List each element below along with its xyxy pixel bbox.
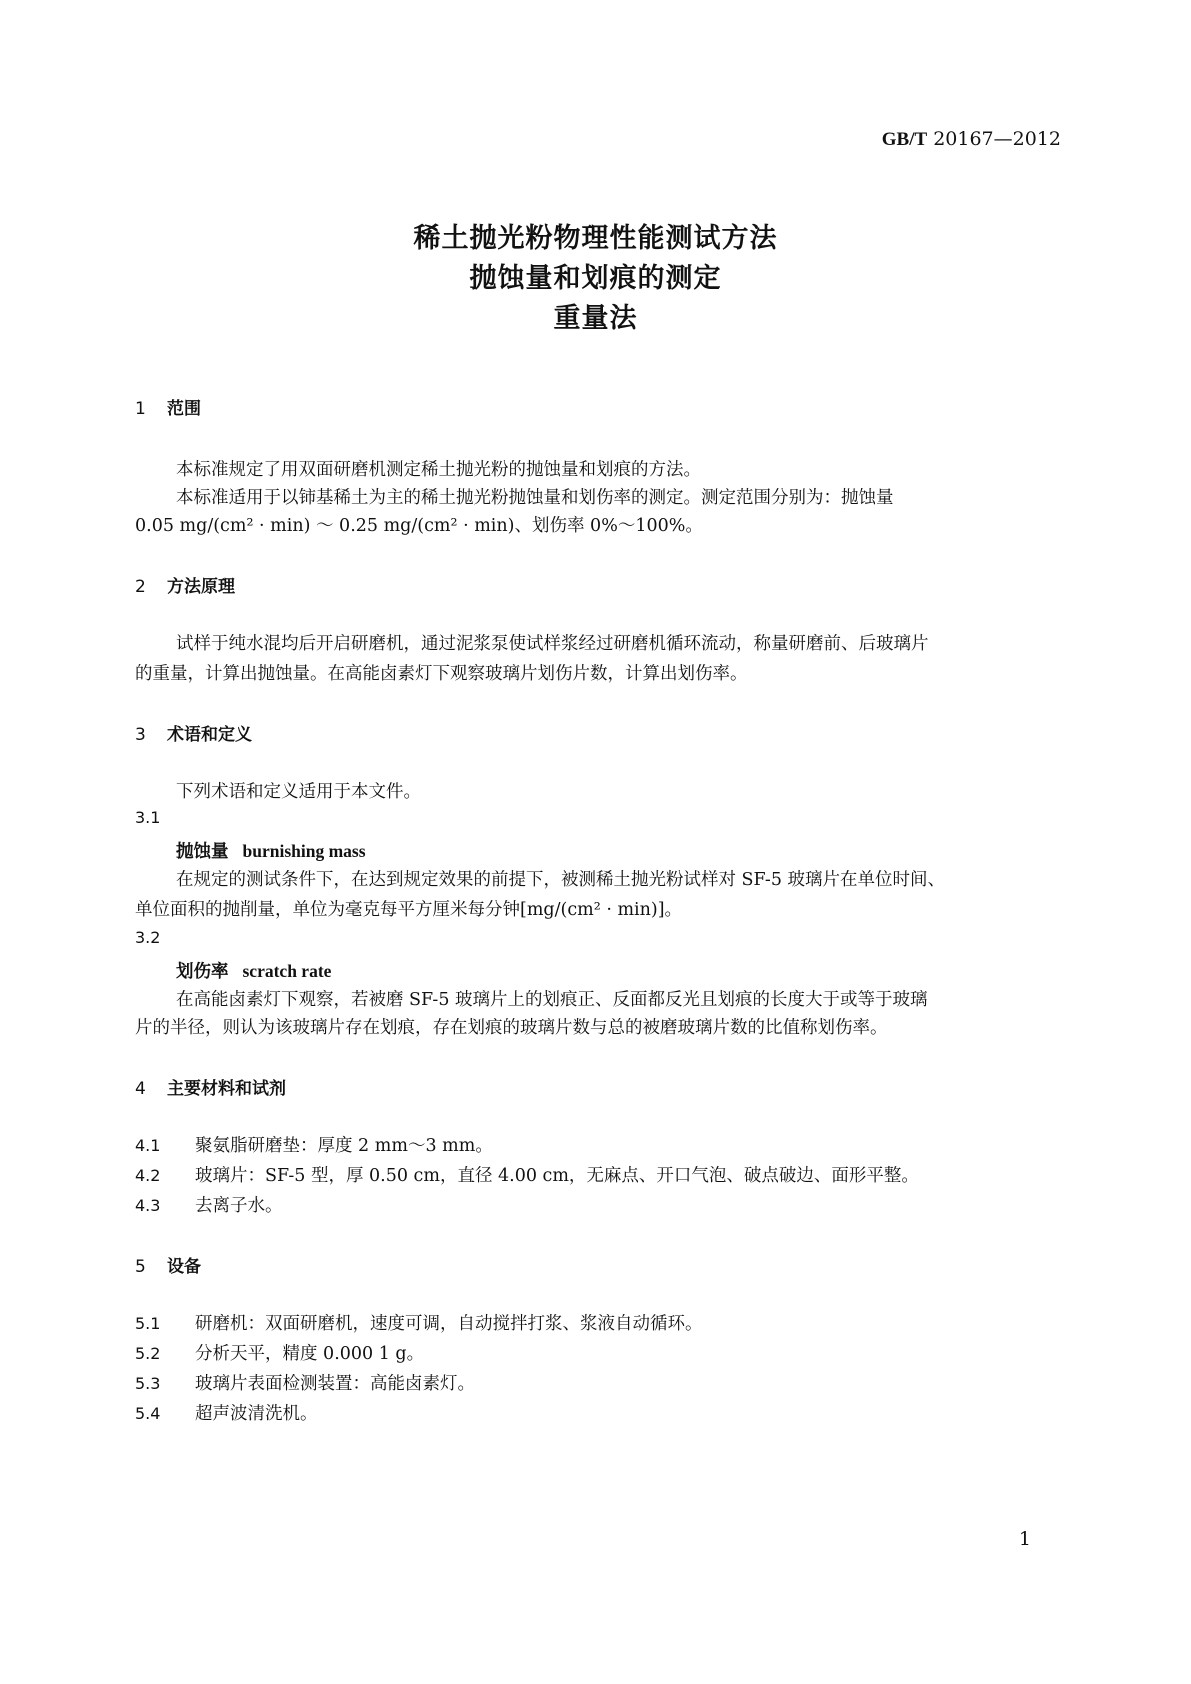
- item-text: 超声波清洗机。: [195, 1404, 318, 1424]
- term-3-1-def-b: 单位面积的抛削量，单位为毫克每平方厘米每分钟[mg/(cm² · min)]。: [135, 900, 683, 920]
- term-en: scratch rate: [242, 961, 332, 981]
- s1-paragraph-2a: 本标准适用于以铈基稀土为主的稀土抛光粉抛蚀量和划伤率的测定。测定范围分别为：抛蚀量: [176, 488, 894, 508]
- section-number: 3: [135, 725, 146, 745]
- section-number: 4: [135, 1079, 146, 1099]
- section-number: 2: [135, 577, 146, 597]
- section-5-heading: [135, 1252, 201, 1277]
- standard-id: 20167—2012: [933, 128, 1061, 150]
- page-number: 1: [1018, 1528, 1031, 1550]
- list-item: [135, 1370, 475, 1395]
- item-text: 玻璃片表面检测装置：高能卤素灯。: [195, 1374, 475, 1394]
- section-number: 5: [135, 1257, 146, 1277]
- list-item: [135, 1400, 318, 1425]
- standard-number: [882, 128, 1061, 151]
- section-title: 术语和定义: [167, 725, 252, 745]
- list-item: [135, 1340, 424, 1365]
- s2-paragraph-a: 试样于纯水混均后开启研磨机，通过泥浆泵使试样浆经过研磨机循环流动，称量研磨前、后玻璃片: [176, 634, 929, 654]
- item-number: 5.2: [135, 1344, 161, 1363]
- section-title: 主要材料和试剂: [167, 1079, 286, 1099]
- section-1-heading: [135, 394, 201, 419]
- s2-paragraph-b: 的重量，计算出抛蚀量。在高能卤素灯下观察玻璃片划伤片数，计算出划伤率。: [135, 664, 748, 684]
- s1-paragraph-1: 本标准规定了用双面研磨机测定稀土抛光粉的抛蚀量和划痕的方法。: [176, 460, 701, 480]
- item-text: 研磨机：双面研磨机，速度可调，自动搅拌打浆、浆液自动循环。: [195, 1314, 703, 1334]
- term-3-2-def-a: 在高能卤素灯下观察，若被磨 SF-5 玻璃片上的划痕正、反面都反光且划痕的长度大于或等于玻璃: [176, 990, 928, 1010]
- item-number: 5.1: [135, 1314, 161, 1333]
- doc-method: 重量法: [553, 303, 638, 334]
- term-3-2-def-b: 片的半径，则认为该玻璃片存在划痕，存在划痕的玻璃片数与总的被磨玻璃片数的比值称划伤率。: [135, 1018, 888, 1038]
- s1-paragraph-2b: 0.05 mg/(cm² · min) ～ 0.25 mg/(cm² · min)、划伤率 0%～100%。: [135, 516, 703, 536]
- section-number: 1: [135, 399, 146, 419]
- doc-subtitle: 抛蚀量和划痕的测定: [469, 263, 722, 294]
- item-text: 分析天平，精度 0.000 1 g。: [195, 1344, 425, 1364]
- list-item: [135, 1132, 493, 1157]
- term-burnishing-mass: [176, 838, 366, 863]
- section-title: 方法原理: [167, 577, 235, 597]
- item-number: 4.1: [135, 1136, 161, 1155]
- term-cn: 划伤率: [176, 962, 229, 982]
- item-text: 聚氨脂研磨垫：厚度 2 mm～3 mm。: [195, 1136, 493, 1156]
- section-4-heading: [135, 1074, 286, 1099]
- item-number: 5.4: [135, 1404, 161, 1423]
- list-item: [135, 1192, 283, 1217]
- item-text: 去离子水。: [195, 1196, 283, 1216]
- item-text: 玻璃片：SF-5 型，厚 0.50 cm，直径 4.00 cm，无麻点、开口气泡、破点破边、面形平整。: [195, 1166, 919, 1186]
- term-scratch-rate: [176, 958, 331, 983]
- s3-intro: 下列术语和定义适用于本文件。: [176, 782, 421, 802]
- list-item: [135, 1310, 703, 1335]
- doc-title: 稀土抛光粉物理性能测试方法: [413, 223, 778, 254]
- item-number: 5.3: [135, 1374, 161, 1393]
- section-2-heading: [135, 572, 235, 597]
- section-3-heading: [135, 720, 252, 745]
- item-number: 4.2: [135, 1166, 161, 1185]
- section-title: 范围: [167, 399, 201, 419]
- section-title: 设备: [167, 1257, 201, 1277]
- term-en: burnishing mass: [242, 841, 366, 861]
- term-3-1-def-a: 在规定的测试条件下，在达到规定效果的前提下，被测稀土抛光粉试样对 SF-5 玻璃片在单位时间、: [176, 870, 946, 890]
- term-3-2-number: 3.2: [135, 928, 161, 947]
- standard-code: GB/T: [881, 129, 928, 150]
- term-3-1-number: 3.1: [135, 808, 161, 827]
- term-cn: 抛蚀量: [176, 842, 229, 862]
- item-number: 4.3: [135, 1196, 161, 1215]
- list-item: [135, 1162, 919, 1187]
